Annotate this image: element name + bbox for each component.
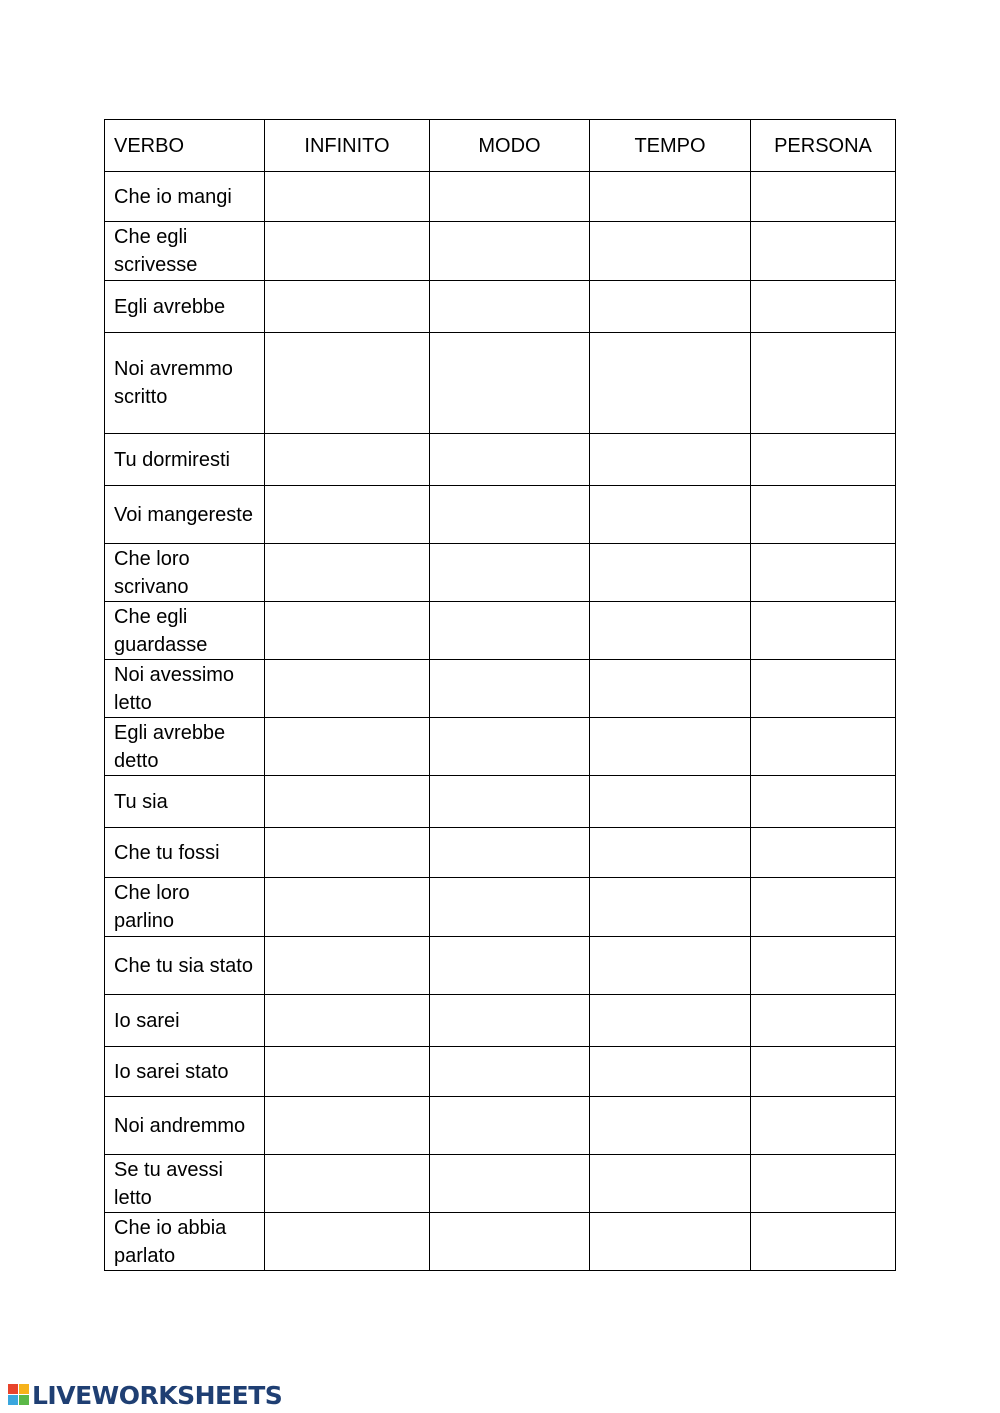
- modo-answer-cell[interactable]: [430, 828, 590, 878]
- table-row: [105, 995, 896, 1047]
- verb-analysis-table: [104, 119, 896, 1271]
- modo-answer-cell[interactable]: [430, 995, 590, 1047]
- persona-answer-cell[interactable]: [751, 222, 896, 281]
- table-row: [105, 1097, 896, 1155]
- table-row: [105, 333, 896, 434]
- verb-cell: Egli avrebbe: [105, 281, 265, 333]
- table-row: [105, 222, 896, 281]
- verb-cell: Se tu avessi letto: [105, 1155, 265, 1213]
- table-row: [105, 937, 896, 995]
- modo-answer-cell[interactable]: [430, 718, 590, 776]
- infinito-answer-cell[interactable]: [265, 1155, 430, 1213]
- persona-answer-cell[interactable]: [751, 660, 896, 718]
- infinito-answer-cell[interactable]: [265, 995, 430, 1047]
- table-row: [105, 1155, 896, 1213]
- persona-answer-cell[interactable]: [751, 281, 896, 333]
- infinito-answer-cell[interactable]: [265, 1047, 430, 1097]
- tempo-answer-cell[interactable]: [590, 718, 751, 776]
- modo-answer-cell[interactable]: [430, 1047, 590, 1097]
- infinito-answer-cell[interactable]: [265, 1097, 430, 1155]
- infinito-answer-cell[interactable]: [265, 937, 430, 995]
- tempo-answer-cell[interactable]: [590, 1097, 751, 1155]
- tempo-answer-cell[interactable]: [590, 544, 751, 602]
- tempo-answer-cell[interactable]: [590, 602, 751, 660]
- table-row: [105, 281, 896, 333]
- table-row: [105, 776, 896, 828]
- verb-cell: Noi avessimo letto: [105, 660, 265, 718]
- tempo-answer-cell[interactable]: [590, 1213, 751, 1271]
- logo-text: LIVEWORKSHEETS: [32, 1380, 283, 1410]
- header-modo: MODO: [430, 120, 590, 172]
- tempo-answer-cell[interactable]: [590, 828, 751, 878]
- infinito-answer-cell[interactable]: [265, 718, 430, 776]
- tempo-answer-cell[interactable]: [590, 937, 751, 995]
- persona-answer-cell[interactable]: [751, 544, 896, 602]
- table-row: [105, 828, 896, 878]
- table-row: [105, 1047, 896, 1097]
- infinito-answer-cell[interactable]: [265, 434, 430, 486]
- persona-answer-cell[interactable]: [751, 878, 896, 937]
- persona-answer-cell[interactable]: [751, 333, 896, 434]
- verb-cell: Egli avrebbe detto: [105, 718, 265, 776]
- table-row: [105, 544, 896, 602]
- persona-answer-cell[interactable]: [751, 602, 896, 660]
- tempo-answer-cell[interactable]: [590, 222, 751, 281]
- table-row: [105, 602, 896, 660]
- infinito-answer-cell[interactable]: [265, 660, 430, 718]
- infinito-answer-cell[interactable]: [265, 1213, 430, 1271]
- persona-answer-cell[interactable]: [751, 172, 896, 222]
- modo-answer-cell[interactable]: [430, 937, 590, 995]
- persona-answer-cell[interactable]: [751, 776, 896, 828]
- modo-answer-cell[interactable]: [430, 172, 590, 222]
- verb-cell: Che tu fossi: [105, 828, 265, 878]
- tempo-answer-cell[interactable]: [590, 878, 751, 937]
- header-verbo: VERBO: [105, 120, 265, 172]
- verb-cell: Che io mangi: [105, 172, 265, 222]
- header-persona: PERSONA: [751, 120, 896, 172]
- verb-cell: Che egli scrivesse: [105, 222, 265, 281]
- verb-cell: Noi avremmo scritto: [105, 333, 265, 434]
- modo-answer-cell[interactable]: [430, 660, 590, 718]
- verb-cell: Che io abbia parlato: [105, 1213, 265, 1271]
- tempo-answer-cell[interactable]: [590, 434, 751, 486]
- persona-answer-cell[interactable]: [751, 718, 896, 776]
- liveworksheets-logo: [8, 1380, 282, 1410]
- persona-answer-cell[interactable]: [751, 828, 896, 878]
- modo-answer-cell[interactable]: [430, 544, 590, 602]
- table-row: [105, 1213, 896, 1271]
- table-row: [105, 660, 896, 718]
- verb-cell: Voi mangereste: [105, 486, 265, 544]
- infinito-answer-cell[interactable]: [265, 544, 430, 602]
- persona-answer-cell[interactable]: [751, 1155, 896, 1213]
- infinito-answer-cell[interactable]: [265, 222, 430, 281]
- infinito-answer-cell[interactable]: [265, 172, 430, 222]
- tempo-answer-cell[interactable]: [590, 660, 751, 718]
- verb-cell: Che loro scrivano: [105, 544, 265, 602]
- verb-cell: Che loro parlino: [105, 878, 265, 937]
- table-row: [105, 486, 896, 544]
- modo-answer-cell[interactable]: [430, 281, 590, 333]
- persona-answer-cell[interactable]: [751, 486, 896, 544]
- infinito-answer-cell[interactable]: [265, 602, 430, 660]
- modo-answer-cell[interactable]: [430, 602, 590, 660]
- liveworksheets-logo-icon: [8, 1384, 30, 1406]
- tempo-answer-cell[interactable]: [590, 281, 751, 333]
- tempo-answer-cell[interactable]: [590, 776, 751, 828]
- tempo-answer-cell[interactable]: [590, 333, 751, 434]
- header-infinito: INFINITO: [265, 120, 430, 172]
- modo-answer-cell[interactable]: [430, 486, 590, 544]
- table-row: [105, 718, 896, 776]
- persona-answer-cell[interactable]: [751, 1097, 896, 1155]
- persona-answer-cell[interactable]: [751, 1047, 896, 1097]
- persona-answer-cell[interactable]: [751, 434, 896, 486]
- infinito-answer-cell[interactable]: [265, 828, 430, 878]
- tempo-answer-cell[interactable]: [590, 172, 751, 222]
- modo-answer-cell[interactable]: [430, 333, 590, 434]
- tempo-answer-cell[interactable]: [590, 1047, 751, 1097]
- verb-cell: Noi andremmo: [105, 1097, 265, 1155]
- infinito-answer-cell[interactable]: [265, 281, 430, 333]
- modo-answer-cell[interactable]: [430, 1213, 590, 1271]
- tempo-answer-cell[interactable]: [590, 1155, 751, 1213]
- modo-answer-cell[interactable]: [430, 222, 590, 281]
- verb-cell: Che tu sia stato: [105, 937, 265, 995]
- table-row: [105, 434, 896, 486]
- verb-cell: Io sarei stato: [105, 1047, 265, 1097]
- infinito-answer-cell[interactable]: [265, 776, 430, 828]
- table-body: [105, 172, 896, 1271]
- table-row: [105, 172, 896, 222]
- tempo-answer-cell[interactable]: [590, 486, 751, 544]
- modo-answer-cell[interactable]: [430, 1097, 590, 1155]
- modo-answer-cell[interactable]: [430, 434, 590, 486]
- infinito-answer-cell[interactable]: [265, 878, 430, 937]
- verb-cell: Tu sia: [105, 776, 265, 828]
- modo-answer-cell[interactable]: [430, 1155, 590, 1213]
- verb-cell: Tu dormiresti: [105, 434, 265, 486]
- infinito-answer-cell[interactable]: [265, 333, 430, 434]
- persona-answer-cell[interactable]: [751, 995, 896, 1047]
- table-header-row: [105, 120, 896, 172]
- infinito-answer-cell[interactable]: [265, 486, 430, 544]
- modo-answer-cell[interactable]: [430, 776, 590, 828]
- persona-answer-cell[interactable]: [751, 937, 896, 995]
- table-row: [105, 878, 896, 937]
- header-tempo: TEMPO: [590, 120, 751, 172]
- modo-answer-cell[interactable]: [430, 878, 590, 937]
- verb-cell: Io sarei: [105, 995, 265, 1047]
- persona-answer-cell[interactable]: [751, 1213, 896, 1271]
- verb-cell: Che egli guardasse: [105, 602, 265, 660]
- tempo-answer-cell[interactable]: [590, 995, 751, 1047]
